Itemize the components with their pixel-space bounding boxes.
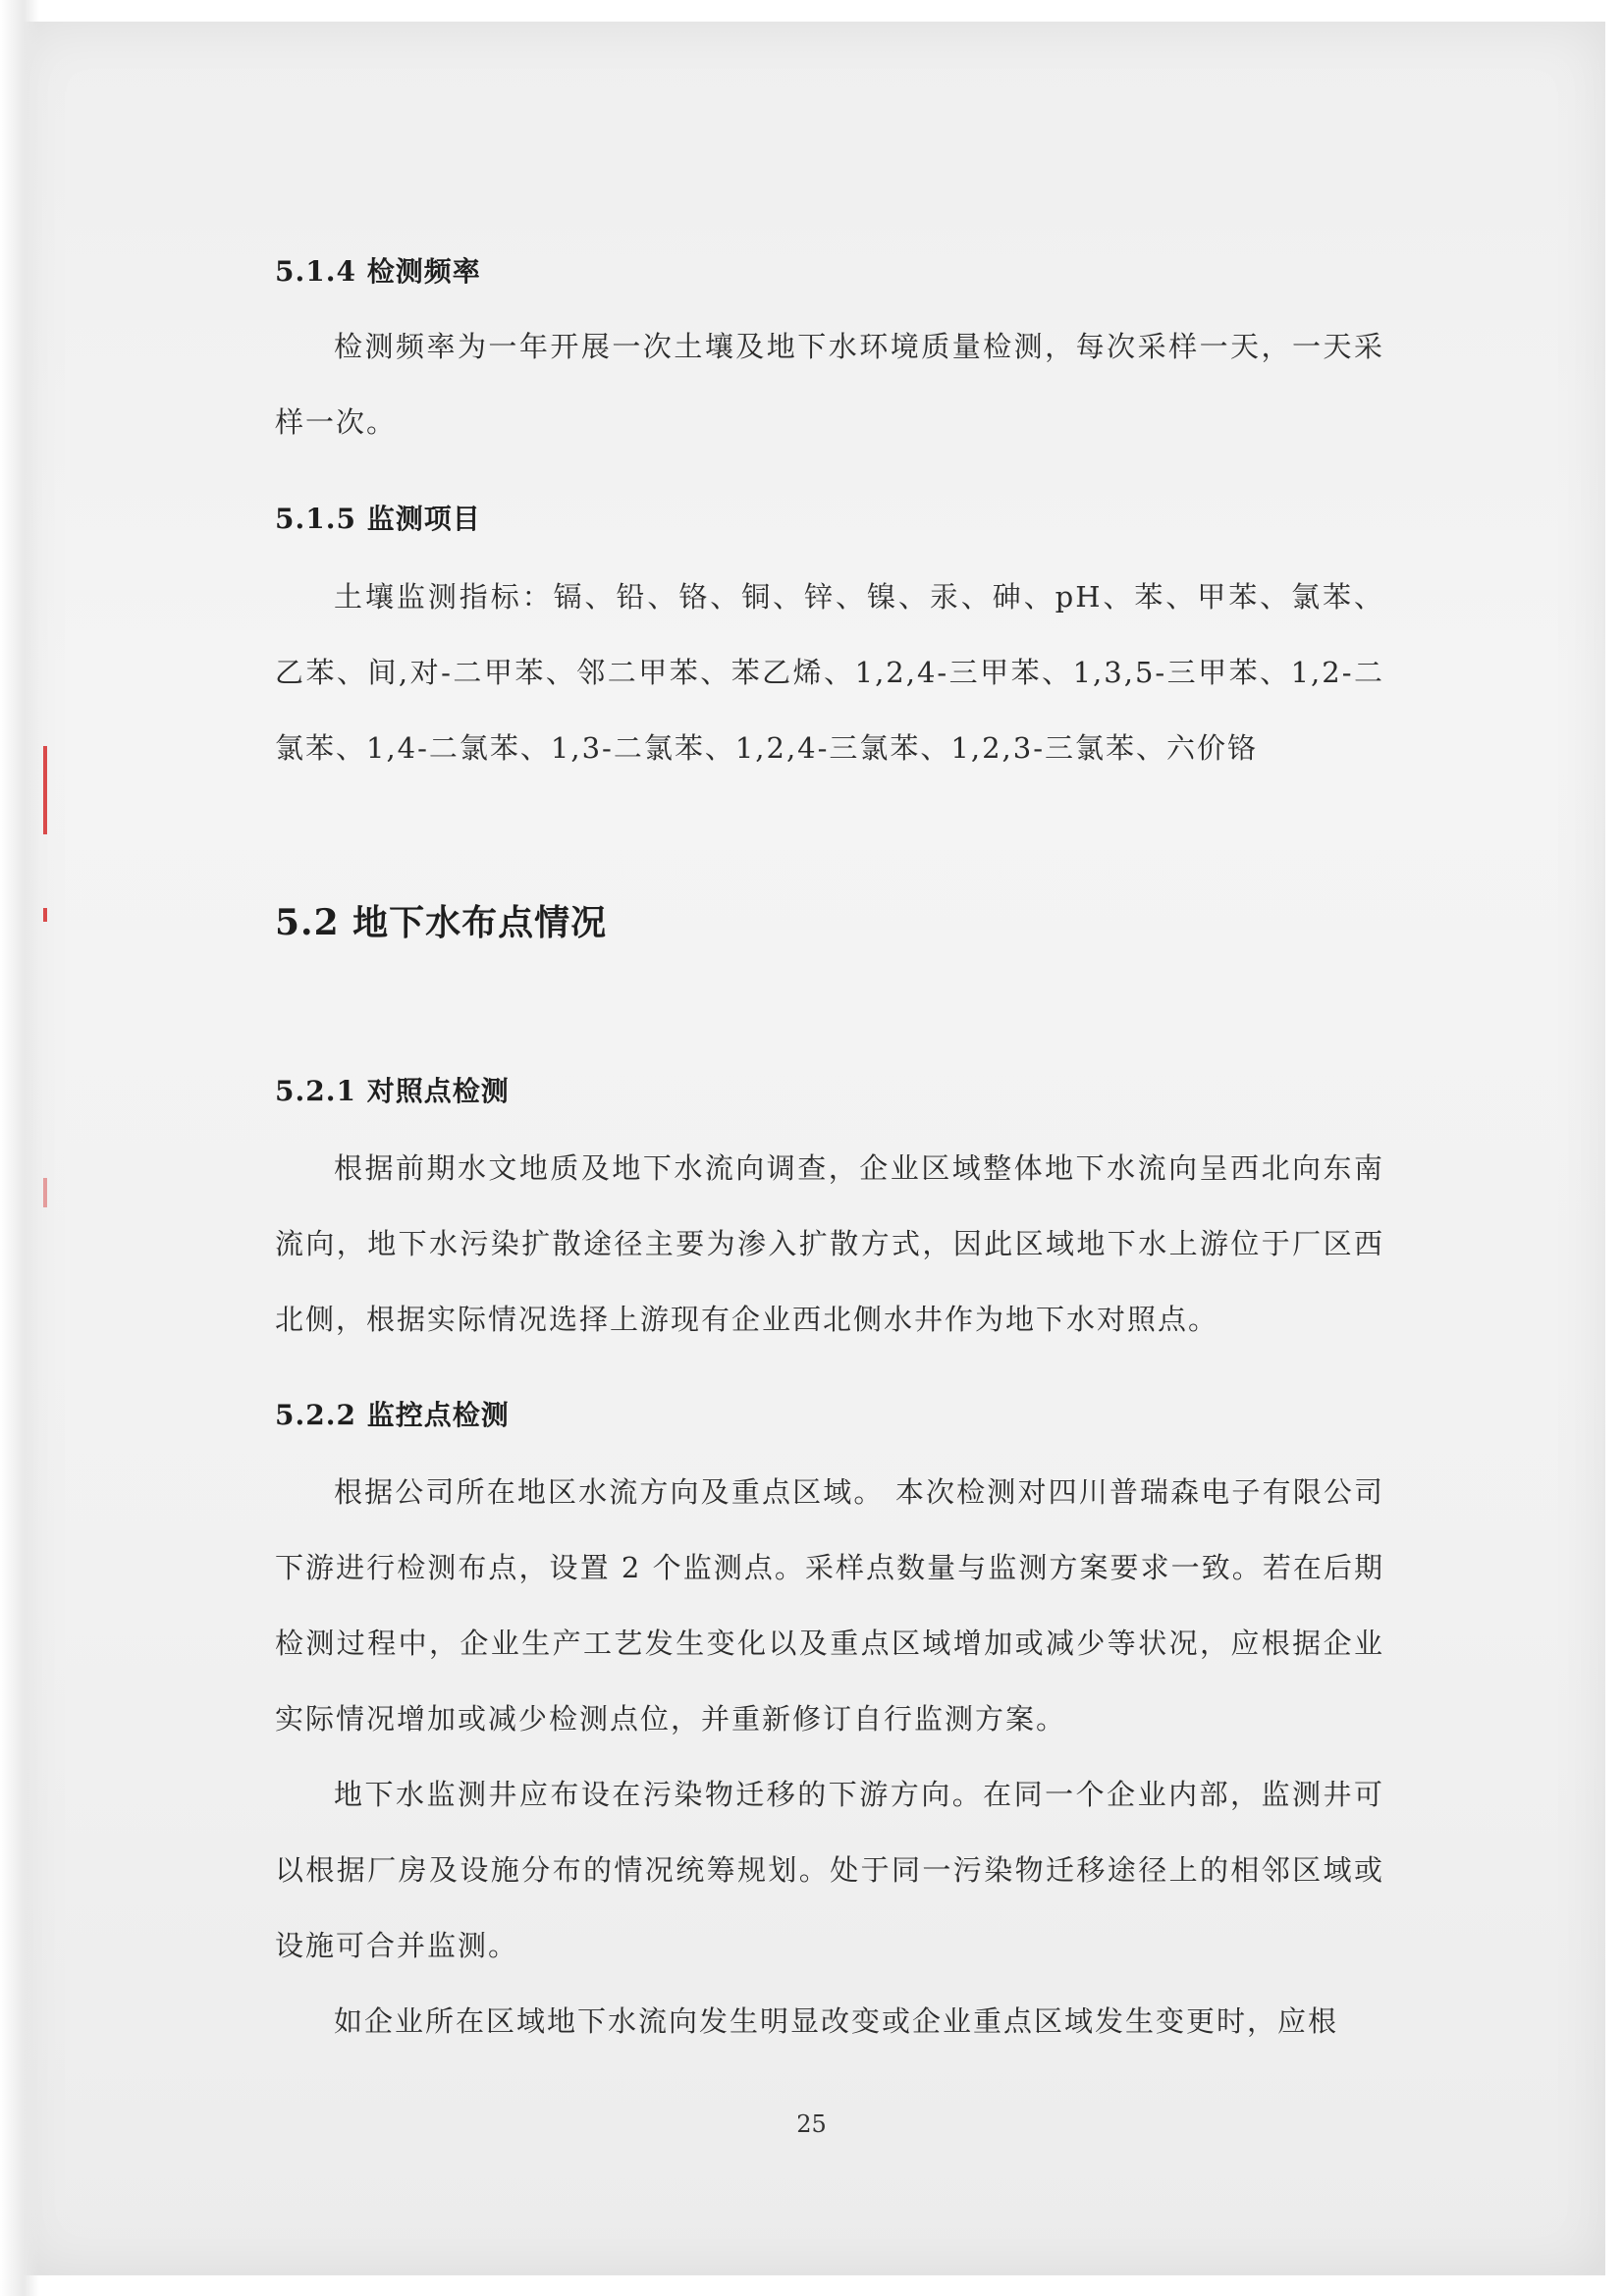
- margin-red-mark: [43, 1178, 47, 1207]
- paragraph-control-point: 根据前期水文地质及地下水流向调查，企业区域整体地下水流向呈西北向东南流向，地下水污染扩散途径主要为渗入扩散方式，因此区域地下水上游位于厂区西北侧，根据实际情况选择上游现有企业西北侧水井作为地下水对照点。: [275, 1151, 1384, 1336]
- section-heading-5-1-5: 5.1.5 监测项目: [275, 503, 481, 535]
- paragraph-monitoring-point-3: 如企业所在区域地下水流向发生明显改变或企业重点区域发生变更时，应根: [334, 2004, 1339, 2038]
- page-number: 25: [796, 2110, 827, 2138]
- margin-red-mark: [43, 908, 47, 922]
- section-heading-5-2-2: 5.2.2 监控点检测: [275, 1399, 510, 1431]
- scan-left-edge: [0, 0, 39, 2296]
- section-heading-5-2: 5.2 地下水布点情况: [275, 902, 608, 943]
- paragraph-monitoring-point-2: 地下水监测井应布设在污染物迁移的下游方向。在同一个企业内部，监测井可以根据厂房及设施分布的情况统筹规划。处于同一污染物迁移途径上的相邻区域或设施可合并监测。: [275, 1778, 1384, 1962]
- margin-red-mark: [43, 746, 47, 834]
- paragraph-monitoring-point-1: 根据公司所在地区水流方向及重点区域。 本次检测对四川普瑞森电子有限公司下游进行检测布点，设置 2 个监测点。采样点数量与监测方案要求一致。若在后期检测过程中，企业生产工艺发生变化以及重点区域增加或减少等状况，应根据企业实际情况增加或减少检测点位，并重新修订自行监测方案。: [275, 1475, 1384, 1735]
- paragraph-monitoring-items: 土壤监测指标：镉、铅、铬、铜、锌、镍、汞、砷、pH、苯、甲苯、氯苯、乙苯、间,对-二甲苯、邻二甲苯、苯乙烯、1,2,4-三甲苯、1,3,5-三甲苯、1,2-二氯苯、1,4-二氯苯、1,3-二氯苯、1,2,4-三氯苯、1,2,3-三氯苯、六价铬: [275, 580, 1384, 765]
- section-heading-5-1-4: 5.1.4 检测频率: [275, 255, 481, 288]
- paragraph-frequency: 检测频率为一年开展一次土壤及地下水环境质量检测，每次采样一天，一天采样一次。: [275, 330, 1384, 439]
- section-heading-5-2-1: 5.2.1 对照点检测: [275, 1075, 510, 1107]
